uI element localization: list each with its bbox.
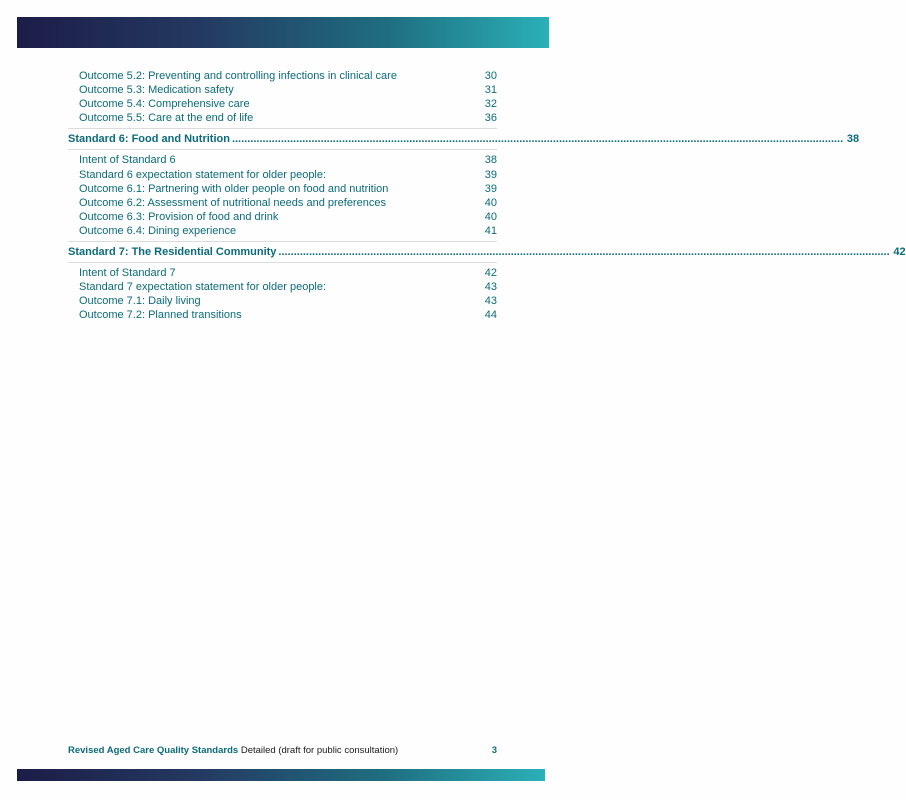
toc-entry-title: Outcome 6.3: Provision of food and drink [79,210,279,223]
toc-entry-page: 42 [484,267,497,280]
toc-entry[interactable] [68,308,497,322]
toc-entry-page: 39 [484,168,497,181]
toc-entry-page: 40 [484,196,497,209]
toc-entry[interactable] [68,294,497,308]
toc-entry[interactable] [68,224,497,238]
toc-entry-title: Outcome 5.5: Care at the end of life [79,112,254,125]
toc-entry-page: 40 [484,210,497,223]
header-band [17,17,549,48]
footer-brand: Revised Aged Care Quality Standards [68,745,239,756]
toc-standard-6[interactable] [68,132,860,146]
toc-entry-page: 36 [484,112,497,125]
toc-entry-title: Outcome 5.3: Medication safety [79,84,234,97]
toc-entry[interactable] [68,69,497,83]
toc-divider [68,149,497,150]
toc-standard-page: 38 [846,133,860,146]
toc-standard-page: 42 [893,246,906,259]
footer-page-number: 3 [491,745,497,756]
toc-divider [68,241,497,242]
toc-entry-title: Standard 7 expectation statement for older people: [79,281,327,294]
table-of-contents [68,69,906,323]
toc-entry-title: Outcome 6.4: Dining experience [79,224,237,237]
footer-band [17,769,545,781]
toc-entry-title: Outcome 7.1: Daily living [79,295,201,308]
toc-entry[interactable] [68,111,497,125]
footer-subtitle: Detailed (draft for public consultation) [238,745,399,756]
toc-entry[interactable] [68,182,497,196]
toc-entry[interactable] [68,97,497,111]
toc-standard-7[interactable] [68,245,906,259]
toc-entry-title: Intent of Standard 7 [79,267,176,280]
toc-entry-page: 44 [484,309,497,322]
toc-entry-page: 32 [484,98,497,111]
toc-leader: ........................................................................................................................................................................................................ [231,133,844,146]
toc-entry-title: Outcome 7.2: Planned transitions [79,309,242,322]
toc-entry[interactable] [68,266,497,280]
page-footer [68,745,497,756]
toc-entry[interactable] [68,210,497,224]
toc-standard-title: Standard 7: The Residential Community [68,246,277,259]
toc-entry-page: 38 [484,154,497,167]
toc-entry-title: Outcome 6.2: Assessment of nutritional needs and preferences [79,196,386,209]
toc-entry-title: Intent of Standard 6 [79,154,176,167]
toc-leader: ........................................................................................................................................................................................................ [278,246,890,259]
toc-entry[interactable] [68,83,497,97]
toc-entry-title: Outcome 6.1: Partnering with older people on food and nutrition [79,182,389,195]
toc-entry-page: 30 [484,70,497,82]
toc-entry[interactable] [68,280,497,294]
toc-divider [68,128,497,129]
toc-entry-page: 43 [484,295,497,308]
toc-entry-page: 41 [484,224,497,237]
toc-entry-page: 39 [484,182,497,195]
footer-text [68,745,398,756]
toc-entry[interactable] [68,196,497,210]
toc-entry-page: 43 [484,281,497,294]
toc-entry[interactable] [68,168,497,182]
toc-standard-title: Standard 6: Food and Nutrition [68,133,230,146]
toc-entry-title: Standard 6 expectation statement for older people: [79,168,327,181]
toc-entry[interactable] [68,153,497,167]
toc-entry-page: 31 [484,84,497,97]
toc-entry-title: Outcome 5.4: Comprehensive care [79,98,250,111]
toc-entry-title: Outcome 5.2: Preventing and controlling infections in clinical care [79,70,397,82]
toc-divider [68,262,497,263]
